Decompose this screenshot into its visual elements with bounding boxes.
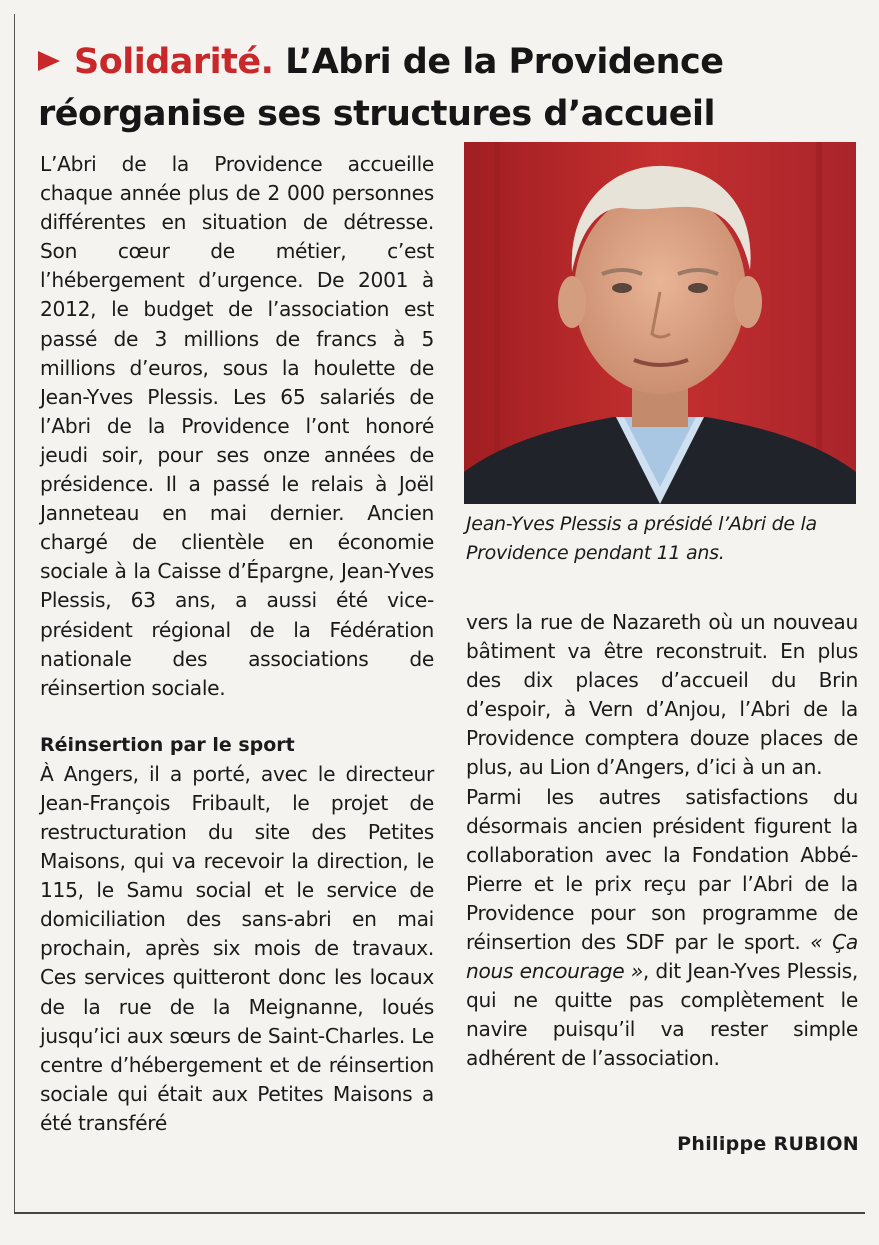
article-quote: « Ça nous encourage » (466, 930, 858, 984)
right-triangle-icon (38, 51, 60, 71)
article-body-right-2 (466, 783, 858, 1074)
headline-title: L’Abri de la Providence réorganise ses structures d’accueil (38, 42, 724, 134)
bottom-rule (14, 1212, 865, 1214)
photo-caption: Jean-Yves Plessis a présidé l’Abri de la Providence pendant 11 ans. (466, 513, 817, 564)
article-body-right-1: vers la rue de Nazareth où un nouveau bâtiment va être reconstruit. En plus des dix places d’accueil du Brin d’espoir, à Vern d’Anjou, l’Abri de la Providence comptera douze places de plus, au Lion d’Angers, d’ici à un an. (466, 610, 858, 780)
article-intro: L’Abri de la Providence accueille chaque année plus de 2 000 personnes différentes en situation de détresse. Son cœur de métier, c’est l’hébergement d’urgence. De 2001 à 2012, le budget de l’association est passé de 3 millions de francs à 5 millions d’euros, sous la houlette de Jean-Yves Plessis. Les 65 salariés de l’Abri de la Providence l’ont honoré jeudi soir, pour ses onze années de présidence. Il a passé le relais à Joël Janneteau en mai dernier. Ancien chargé de clientèle en économie sociale à la Caisse d’Épargne, Jean-Yves Plessis, 63 ans, a aussi été vice-président régional de la Fédération nationale des associations de réinsertion sociale. (40, 152, 434, 700)
article-byline: Philippe RUBION (677, 1133, 859, 1155)
article-subhead: Réinsertion par le sport (40, 733, 295, 756)
headline-kicker: Solidarité. (74, 42, 274, 82)
article-headline (38, 36, 858, 140)
portrait-photo (464, 142, 856, 504)
body-right-2-start: Parmi les autres satisfactions du désormais ancien président figurent la collaboration avec la Fondation Abbé-Pierre et le prix reçu par l’Abri de la Providence pour son programme de réinsertion des SDF par le sport. (466, 784, 858, 955)
portrait-illustration (464, 142, 856, 504)
article-column-right (466, 608, 858, 1074)
article-body-left: À Angers, il a porté, avec le directeur Jean-François Fribault, le projet de restructuration du site des Petites Maisons, qui va recevoir la direction, le 115, le Samu social et le service de domiciliation des sans-abri en mai prochain, après six mois de travaux. Ces services quitteront donc les locaux de la rue de la Meignanne, loués jusqu’ici aux sœurs de Saint-Charles. Le centre d’hébergement et de réinsertion sociale qui était aux Petites Maisons a été transféré (40, 761, 434, 1135)
body-right-2-end: , dit Jean-Yves Plessis, qui ne quitte pas complètement le navire puisqu’il va rester simple adhérent de l’association. (466, 959, 858, 1071)
article-column-left (40, 150, 434, 1138)
